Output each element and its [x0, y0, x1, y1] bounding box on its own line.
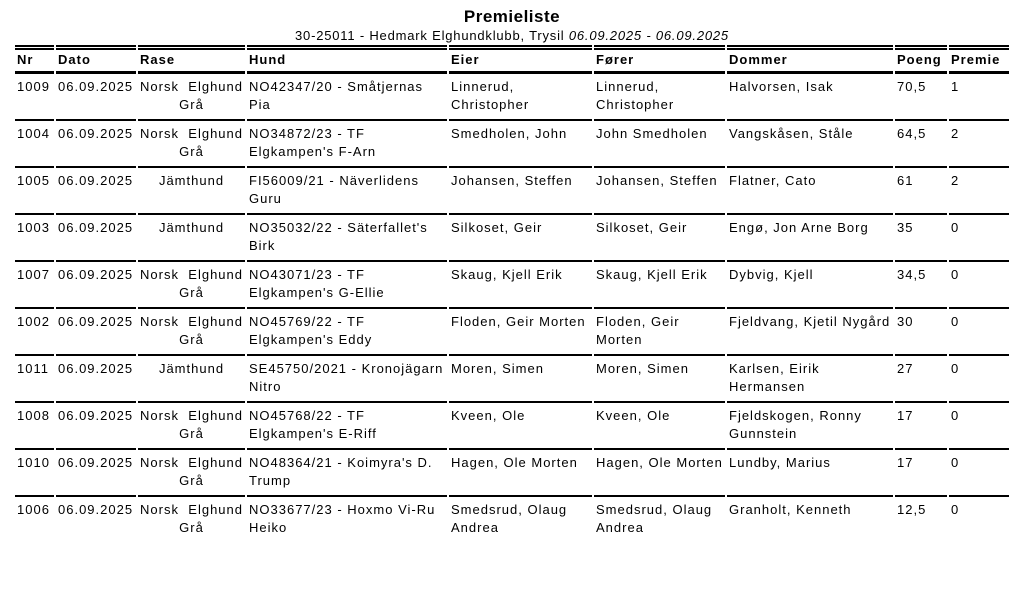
cell-hund: NO45768/22 - TF Elgkampen's E-Riff: [247, 401, 447, 448]
table-row: [15, 166, 1009, 213]
column-header-premie: Premie: [949, 45, 1009, 72]
cell-poeng: 35: [895, 213, 947, 260]
cell-eier: Moren, Simen: [449, 354, 592, 401]
cell-poeng: 30: [895, 307, 947, 354]
cell-rase: Norsk Elghund Grå: [138, 72, 245, 119]
column-header-hund: Hund: [247, 45, 447, 72]
cell-premie: 0: [949, 448, 1009, 495]
cell-dato: 06.09.2025: [56, 448, 136, 495]
cell-poeng: 70,5: [895, 72, 947, 119]
cell-dommer: Fjeldvang, Kjetil Nygård: [727, 307, 893, 354]
cell-nr: 1002: [15, 307, 54, 354]
cell-premie: 2: [949, 119, 1009, 166]
cell-poeng: 12,5: [895, 495, 947, 542]
cell-hund: NO45769/22 - TF Elgkampen's Eddy: [247, 307, 447, 354]
cell-dommer: Vangskåsen, Ståle: [727, 119, 893, 166]
column-header-poeng: Poeng: [895, 45, 947, 72]
cell-hund: NO33677/23 - Hoxmo Vi-Ru Heiko: [247, 495, 447, 542]
subtitle-event: 30-25011 - Hedmark Elghundklubb, Trysil: [295, 28, 569, 43]
cell-dommer: Flatner, Cato: [727, 166, 893, 213]
cell-dato: 06.09.2025: [56, 72, 136, 119]
table-row: [15, 119, 1009, 166]
cell-forer: Moren, Simen: [594, 354, 725, 401]
cell-premie: 0: [949, 401, 1009, 448]
cell-dato: 06.09.2025: [56, 401, 136, 448]
column-header-forer: Fører: [594, 45, 725, 72]
cell-dommer: Karlsen, Eirik Hermansen: [727, 354, 893, 401]
cell-eier: Skaug, Kjell Erik: [449, 260, 592, 307]
cell-poeng: 17: [895, 401, 947, 448]
column-header-dato: Dato: [56, 45, 136, 72]
table-row: [15, 72, 1009, 119]
cell-poeng: 17: [895, 448, 947, 495]
cell-nr: 1011: [15, 354, 54, 401]
cell-nr: 1007: [15, 260, 54, 307]
cell-premie: 0: [949, 213, 1009, 260]
cell-dommer: Fjeldskogen, Ronny Gunnstein: [727, 401, 893, 448]
cell-rase: Norsk Elghund Grå: [138, 495, 245, 542]
subtitle-date-range: 06.09.2025 - 06.09.2025: [568, 28, 729, 43]
cell-premie: 2: [949, 166, 1009, 213]
cell-forer: Johansen, Steffen: [594, 166, 725, 213]
cell-nr: 1010: [15, 448, 54, 495]
table-header: [15, 45, 1009, 72]
cell-forer: Skaug, Kjell Erik: [594, 260, 725, 307]
cell-hund: NO42347/20 - Småtjernas Pia: [247, 72, 447, 119]
cell-forer: John Smedholen: [594, 119, 725, 166]
cell-eier: Linnerud, Christopher: [449, 72, 592, 119]
cell-nr: 1004: [15, 119, 54, 166]
cell-premie: 0: [949, 495, 1009, 542]
cell-premie: 0: [949, 260, 1009, 307]
cell-dato: 06.09.2025: [56, 307, 136, 354]
table-body: [15, 72, 1009, 542]
column-header-rase: Rase: [138, 45, 245, 72]
cell-dato: 06.09.2025: [56, 119, 136, 166]
subtitle: [0, 28, 1024, 44]
cell-poeng: 34,5: [895, 260, 947, 307]
cell-hund: NO35032/22 - Säterfallet's Birk: [247, 213, 447, 260]
cell-dato: 06.09.2025: [56, 495, 136, 542]
cell-hund: FI56009/21 - Näverlidens Guru: [247, 166, 447, 213]
cell-rase: Jämthund: [138, 166, 245, 213]
cell-poeng: 64,5: [895, 119, 947, 166]
cell-premie: 1: [949, 72, 1009, 119]
cell-eier: Smedholen, John: [449, 119, 592, 166]
cell-forer: Floden, Geir Morten: [594, 307, 725, 354]
cell-forer: Kveen, Ole: [594, 401, 725, 448]
cell-dato: 06.09.2025: [56, 354, 136, 401]
cell-hund: NO43071/23 - TF Elgkampen's G-Ellie: [247, 260, 447, 307]
cell-rase: Norsk Elghund Grå: [138, 401, 245, 448]
cell-eier: Kveen, Ole: [449, 401, 592, 448]
table-row: [15, 213, 1009, 260]
cell-poeng: 61: [895, 166, 947, 213]
cell-forer: Linnerud, Christopher: [594, 72, 725, 119]
table-row: [15, 260, 1009, 307]
cell-nr: 1008: [15, 401, 54, 448]
table-row: [15, 495, 1009, 542]
cell-eier: Johansen, Steffen: [449, 166, 592, 213]
cell-hund: NO48364/21 - Koimyra's D. Trump: [247, 448, 447, 495]
cell-dato: 06.09.2025: [56, 260, 136, 307]
cell-rase: Jämthund: [138, 213, 245, 260]
cell-dato: 06.09.2025: [56, 213, 136, 260]
results-table: [13, 45, 1011, 542]
premieliste-document: [0, 6, 1024, 542]
cell-rase: Norsk Elghund Grå: [138, 119, 245, 166]
cell-rase: Norsk Elghund Grå: [138, 260, 245, 307]
cell-rase: Norsk Elghund Grå: [138, 307, 245, 354]
page-title: Premieliste: [463, 7, 561, 26]
header-row: [15, 45, 1009, 72]
cell-forer: Smedsrud, Olaug Andrea: [594, 495, 725, 542]
column-header-dommer: Dommer: [727, 45, 893, 72]
cell-nr: 1006: [15, 495, 54, 542]
cell-forer: Hagen, Ole Morten: [594, 448, 725, 495]
cell-eier: Silkoset, Geir: [449, 213, 592, 260]
table-row: [15, 448, 1009, 495]
column-header-eier: Eier: [449, 45, 592, 72]
cell-rase: Jämthund: [138, 354, 245, 401]
cell-forer: Silkoset, Geir: [594, 213, 725, 260]
cell-poeng: 27: [895, 354, 947, 401]
cell-nr: 1003: [15, 213, 54, 260]
cell-dommer: Dybvig, Kjell: [727, 260, 893, 307]
column-header-nr: Nr: [15, 45, 54, 72]
cell-hund: SE45750/2021 - Kronojägarn Nitro: [247, 354, 447, 401]
cell-dommer: Engø, Jon Arne Borg: [727, 213, 893, 260]
cell-dommer: Halvorsen, Isak: [727, 72, 893, 119]
cell-dommer: Lundby, Marius: [727, 448, 893, 495]
table-row: [15, 307, 1009, 354]
cell-dato: 06.09.2025: [56, 166, 136, 213]
cell-premie: 0: [949, 354, 1009, 401]
cell-rase: Norsk Elghund Grå: [138, 448, 245, 495]
cell-premie: 0: [949, 307, 1009, 354]
cell-eier: Smedsrud, Olaug Andrea: [449, 495, 592, 542]
cell-dommer: Granholt, Kenneth: [727, 495, 893, 542]
cell-nr: 1009: [15, 72, 54, 119]
table-row: [15, 354, 1009, 401]
table-row: [15, 401, 1009, 448]
cell-eier: Hagen, Ole Morten: [449, 448, 592, 495]
cell-eier: Floden, Geir Morten: [449, 307, 592, 354]
cell-hund: NO34872/23 - TF Elgkampen's F-Arn: [247, 119, 447, 166]
cell-nr: 1005: [15, 166, 54, 213]
